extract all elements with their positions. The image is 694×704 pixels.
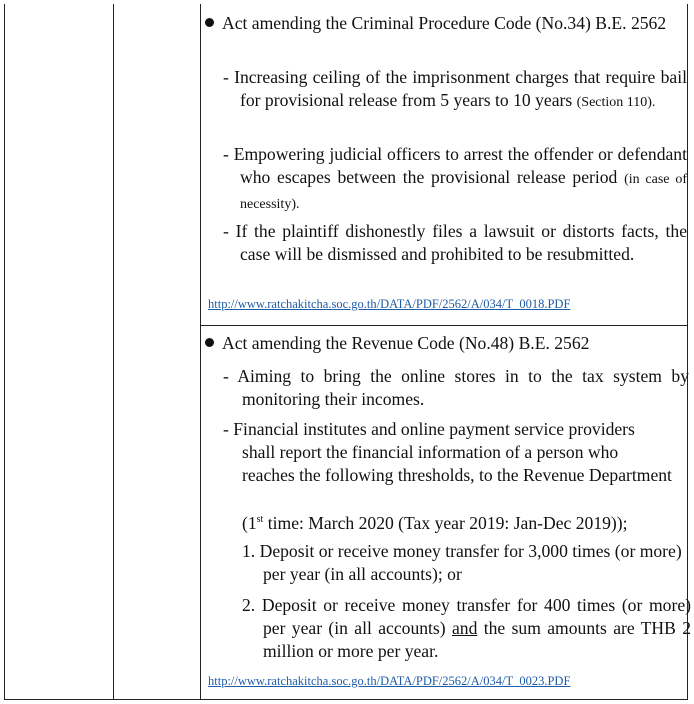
list-item (223, 66, 687, 114)
table-border-left (4, 4, 5, 700)
item-text: Financial institutes and online payment service providers shall report the financial information of a person who reaches the following thresholds, to the Revenue Department (233, 419, 672, 485)
heading-text: Act amending the Criminal Procedure Code (No.34) B.E. 2562 (222, 13, 667, 33)
row-heading (205, 332, 670, 355)
table-cell-revenue-code (205, 332, 692, 692)
item-note: (Section 110). (576, 95, 656, 110)
numbered-item (242, 594, 691, 663)
numbered-item (242, 540, 691, 586)
column-divider-2 (200, 4, 201, 700)
item-text: Empowering judicial officers to arrest the offender or defendant who escapes between the provisional release period (233, 144, 687, 187)
row-divider (200, 325, 688, 326)
emphasis-and: and (451, 618, 478, 638)
item-text: If the plaintiff dishonestly files a lawsuit or distorts facts, the case will be dismissed and prohibited to be resubmitted. (235, 221, 687, 264)
dash: - (223, 366, 229, 386)
list-item (223, 418, 672, 487)
item-text: Aiming to bring the online stores in to the tax system by monitoring their incomes. (237, 366, 689, 409)
item-text: Increasing ceiling of the imprisonment charges that require bail for provisional release from 5 years to 10 years (234, 67, 687, 110)
dash: - (223, 144, 229, 164)
timing-sup: st (256, 514, 264, 526)
item-note: (in case of necessity). (240, 172, 687, 212)
bullet-icon (205, 338, 214, 347)
table-cell-criminal-procedure (205, 10, 687, 320)
item-number: 2. (242, 595, 256, 615)
bullet-icon (205, 18, 214, 27)
list-item (223, 143, 687, 216)
timing-open: (1 (242, 513, 257, 533)
item-text: Deposit or receive money transfer for 3,000 times (or more) per year (in all accounts); or (259, 541, 682, 584)
item-text: Deposit or receive money transfer for 400 times (or more) per year (in all accounts) (261, 595, 691, 638)
item-text-continued: the sum amounts are THB 2 million or more per year. (263, 618, 692, 661)
source-link[interactable]: http://www.ratchakitcha.soc.go.th/DATA/PDF/2562/A/034/T_0018.PDF (208, 297, 571, 311)
list-item (223, 365, 689, 411)
list-item (223, 220, 687, 266)
row-heading (205, 12, 688, 35)
heading-text: Act amending the Revenue Code (No.48) B.E. 2562 (222, 333, 590, 353)
source-link[interactable]: http://www.ratchakitcha.soc.go.th/DATA/PDF/2562/A/034/T_0023.PDF (208, 674, 571, 688)
reporting-timing (242, 512, 682, 535)
timing-rest: time: March 2020 (Tax year 2019: Jan-Dec 2019)); (263, 513, 628, 533)
item-number: 1. (242, 541, 256, 561)
table-border-bottom (4, 699, 688, 700)
column-divider-1 (113, 4, 114, 700)
dash: - (223, 67, 229, 87)
dash: - (223, 419, 229, 439)
dash: - (223, 221, 229, 241)
